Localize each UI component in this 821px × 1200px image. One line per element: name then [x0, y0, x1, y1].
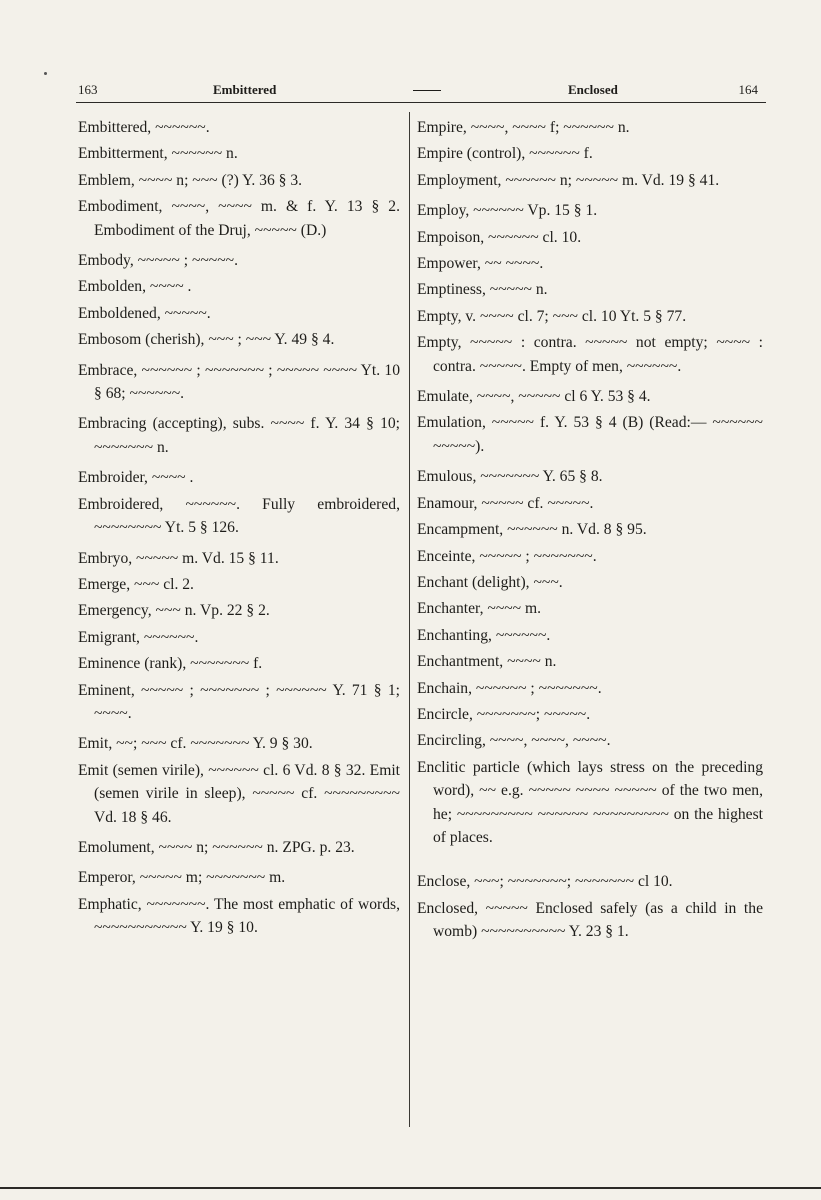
- entry: Empire, ~~~~, ~~~~ f; ~~~~~~ n.: [417, 119, 630, 136]
- entry: Embrace, ~~~~~~ ; ~~~~~~~ ; ~~~~~ ~~~~ Yt. 10 § 68; ~~~~~~.: [78, 361, 400, 403]
- entry: Embracing (accepting), subs. ~~~~ f. Y. 34 § 10; ~~~~~~~ n.: [78, 415, 400, 456]
- entry: Embitterment, ~~~~~~ n.: [78, 145, 238, 163]
- entry: Enchain, ~~~~~~ ; ~~~~~~~.: [417, 679, 602, 697]
- entry: Embody, ~~~~~ ; ~~~~~.: [78, 252, 239, 270]
- entry: Emerge, ~~~ cl. 2.: [78, 575, 194, 593]
- entry: Encampment, ~~~~~~ n. Vd. 8 § 95.: [417, 521, 647, 539]
- entry: Enchanter, ~~~~ m.: [417, 600, 542, 618]
- entry: Emphatic, ~~~~~~~. The most emphatic of words, ~~~~~~~~~~~ Y. 19 § 10.: [78, 895, 400, 937]
- entry: Enchantment, ~~~~ n.: [417, 653, 557, 671]
- entry: Emulous, ~~~~~~~ Y. 65 § 8.: [417, 468, 603, 486]
- entry: Eminence (rank), ~~~~~~~ f.: [78, 655, 263, 673]
- entry: Emptiness, ~~~~~ n.: [417, 281, 548, 299]
- entry: Empty, ~~~~~ : contra. ~~~~~ not empty; ~~~~ : contra. ~~~~~. Empty of men, ~~~~~~.: [417, 334, 763, 375]
- header-rule: [76, 102, 766, 103]
- entry: Emergency, ~~~ n. Vp. 22 § 2.: [78, 602, 270, 620]
- entry: Enclose, ~~~; ~~~~~~~; ~~~~~~~ cl 10.: [417, 873, 673, 891]
- entry: Emblem, ~~~~ n; ~~~ (?) Y. 36 § 3.: [78, 171, 303, 189]
- entry: Emboldened, ~~~~~.: [78, 304, 211, 322]
- entry: Empower, ~~ ~~~~.: [417, 255, 544, 273]
- entry: Empire (control), ~~~~~~ f.: [417, 145, 593, 163]
- left-page-number: 163: [78, 82, 98, 97]
- entry: Employment, ~~~~~~ n; ~~~~~ m. Vd. 19 § 41.: [417, 171, 720, 189]
- left-column: [78, 116, 400, 947]
- entry: Empty, v. ~~~~ cl. 7; ~~~ cl. 10 Yt. 5 § 77.: [417, 307, 687, 325]
- spacer: [417, 856, 763, 870]
- bottom-rule: [0, 1187, 821, 1189]
- entry: Emit (semen virile), ~~~~~~ cl. 6 Vd. 8 § 32. Emit (semen virile in sleep), ~~~~~ cf. ~~~~~~~~~ Vd. 18 § 46.: [78, 761, 400, 826]
- entry: Empoison, ~~~~~~ cl. 10.: [417, 228, 582, 246]
- entry: Embosom (cherish), ~~~ ; ~~~ Y. 49 § 4.: [78, 331, 335, 349]
- right-guide-word: Enclosed: [568, 82, 618, 97]
- left-guide-word: Embittered: [213, 82, 277, 97]
- entry: Emperor, ~~~~~ m; ~~~~~~~ m.: [78, 869, 286, 887]
- right-column: [417, 116, 763, 951]
- entry: Embroidered, ~~~~~~. Fully embroidered, ~~~~~~~~ Yt. 5 § 126.: [78, 495, 400, 537]
- entry: Emolument, ~~~~ n; ~~~~~~ n. ZPG. p. 23.: [78, 838, 355, 856]
- entry: Emulation, ~~~~~ f. Y. 53 § 4 (B) (Read:— ~~~~~~ ~~~~~).: [417, 414, 763, 455]
- running-header: [78, 78, 758, 102]
- entry: Employ, ~~~~~~ Vp. 15 § 1.: [417, 202, 598, 220]
- entry: Enchant (delight), ~~~.: [417, 573, 563, 591]
- entry: Emigrant, ~~~~~~.: [78, 628, 199, 646]
- entry: Embolden, ~~~~ .: [78, 278, 192, 296]
- entry: Enclitic particle (which lays stress on the preceding word), ~~ e.g. ~~~~~ ~~~~ ~~~~~ of the two men, he; ~~~~~~~~~ ~~~~~~ ~~~~~~~~~ on the highest of places.: [417, 758, 763, 846]
- entry: Emit, ~~; ~~~ cf. ~~~~~~~ Y. 9 § 30.: [78, 735, 313, 753]
- entry: Embryo, ~~~~~ m. Vd. 15 § 11.: [78, 549, 279, 567]
- entry: Enamour, ~~~~~ cf. ~~~~~.: [417, 494, 594, 512]
- entry: Embroider, ~~~~ .: [78, 469, 194, 487]
- entry: Eminent, ~~~~~ ; ~~~~~~~ ; ~~~~~~ Y. 71 § 1; ~~~~.: [78, 681, 400, 722]
- entry: Encircling, ~~~~, ~~~~, ~~~~.: [417, 732, 611, 750]
- column-divider: [409, 112, 410, 1127]
- entry: Enclosed, ~~~~~ Enclosed safely (as a child in the womb) ~~~~~~~~~~ Y. 23 § 1.: [417, 899, 763, 941]
- entry: Enchanting, ~~~~~~.: [417, 626, 551, 644]
- entry: Embodiment, ~~~~, ~~~~ m. & f. Y. 13 § 2. Embodiment of the Druj, ~~~~~ (D.): [78, 198, 400, 239]
- right-page-number: 164: [738, 82, 758, 97]
- entry: Enceinte, ~~~~~ ; ~~~~~~~.: [417, 547, 597, 565]
- paper-speck: [44, 72, 47, 75]
- entry: Emulate, ~~~~, ~~~~~ cl 6 Y. 53 § 4.: [417, 388, 651, 406]
- entry: Encircle, ~~~~~~~; ~~~~~.: [417, 705, 591, 723]
- entry: Embittered, ~~~~~~.: [78, 119, 210, 136]
- header-dash: [413, 90, 441, 91]
